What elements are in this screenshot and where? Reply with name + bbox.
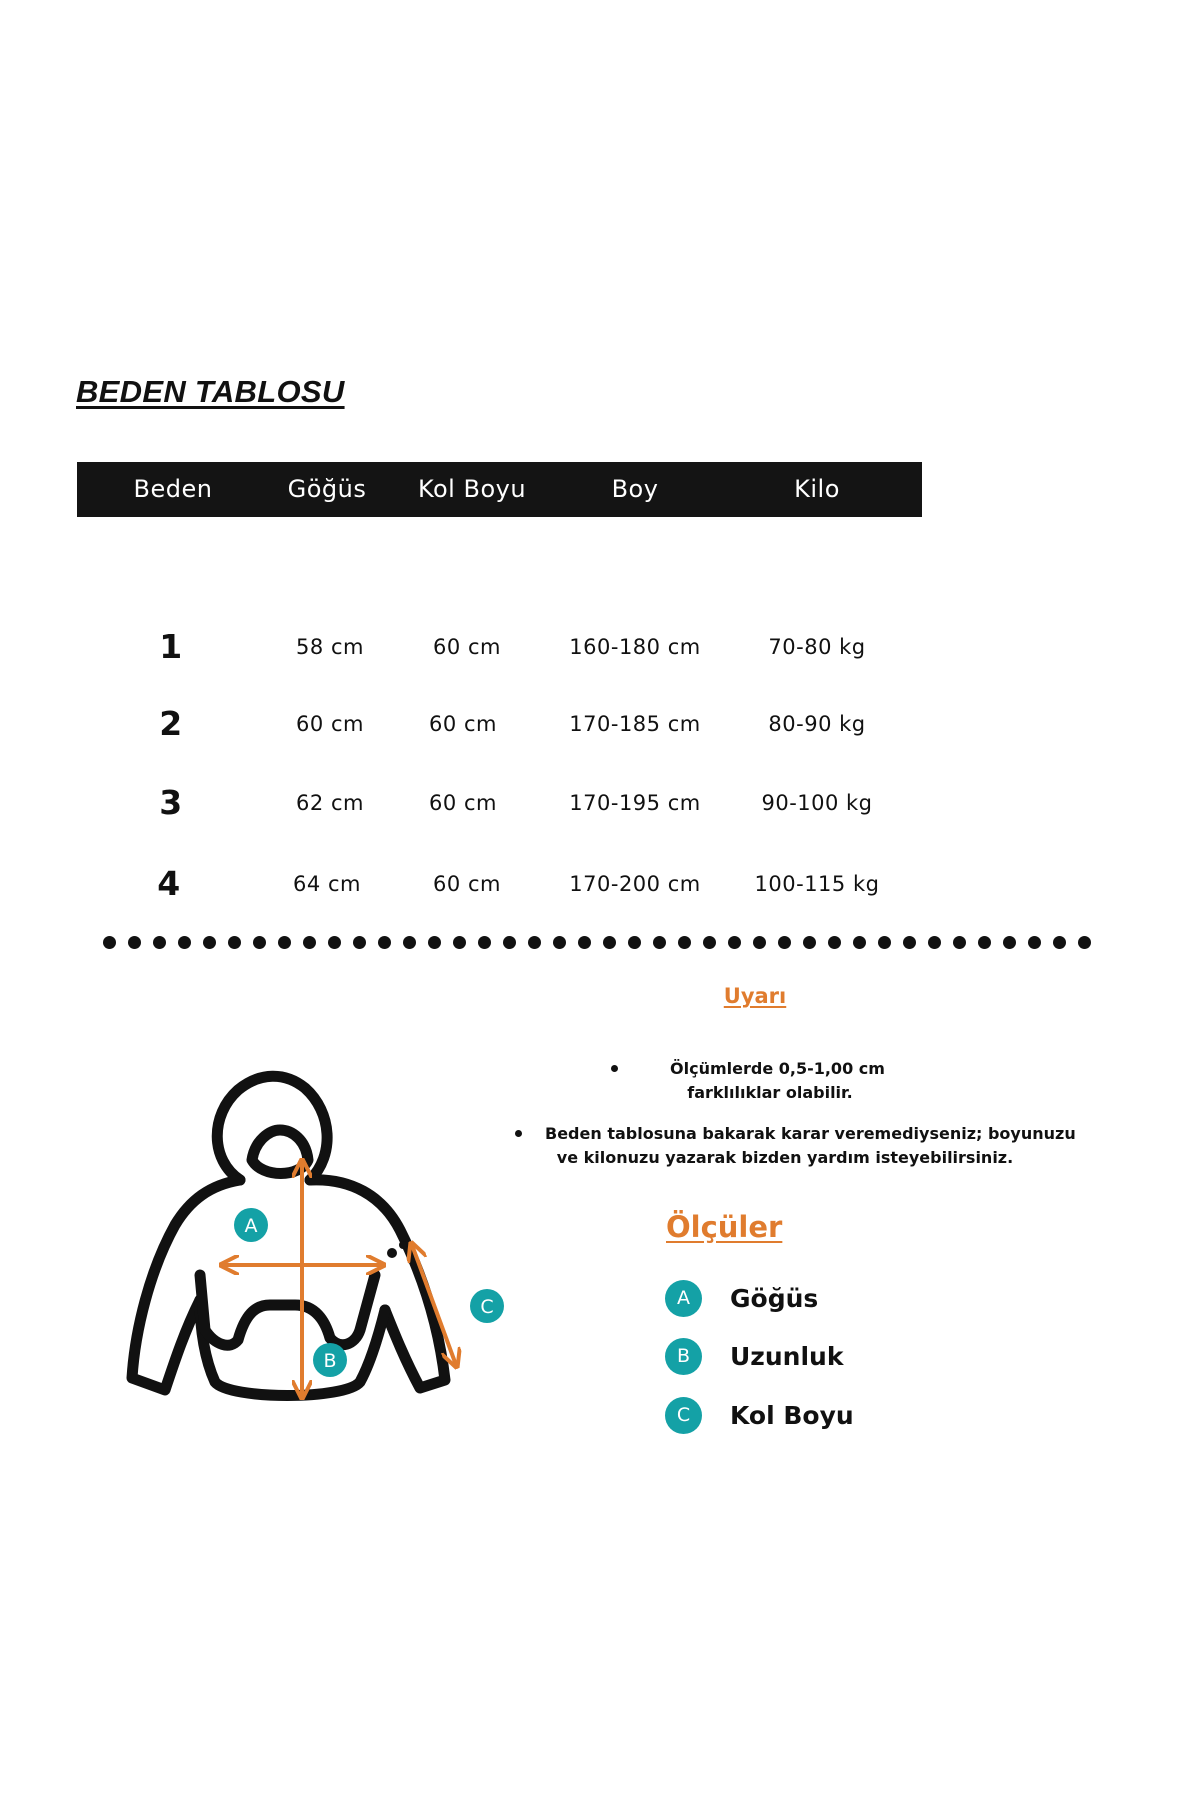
size-cell: 3 — [159, 783, 183, 822]
chest-cell: 64 cm — [293, 872, 361, 896]
divider-dot — [878, 936, 891, 949]
badge-b-label: B — [323, 1350, 337, 1372]
chest-cell: 62 cm — [296, 791, 364, 815]
badge-c-label: C — [480, 1296, 494, 1318]
size-cell: 4 — [157, 864, 181, 903]
legend-badge: A — [665, 1280, 702, 1317]
divider-dot — [903, 936, 916, 949]
warning-bullet-line: ve kilonuzu yazarak bizden yardım isteyebilirsiniz. — [556, 1148, 1014, 1167]
divider-dot — [1028, 936, 1041, 949]
header-size: Beden — [133, 475, 213, 503]
dotted-divider — [103, 936, 1103, 952]
legend-label: Kol Boyu — [730, 1401, 854, 1430]
divider-dot — [803, 936, 816, 949]
warning-bullet — [545, 1122, 1076, 1170]
divider-dot — [228, 936, 241, 949]
divider-dot — [828, 936, 841, 949]
height-cell: 170-200 cm — [569, 872, 701, 896]
size-cell: 1 — [159, 627, 183, 666]
sleeve-arrow — [412, 1245, 456, 1365]
bullet-dot — [611, 1065, 618, 1072]
table-header — [77, 462, 922, 517]
legend-badge: C — [665, 1397, 702, 1434]
divider-dot — [403, 936, 416, 949]
header-chest: Göğüs — [287, 475, 367, 503]
size-cell: 2 — [159, 704, 183, 743]
measures-title: Ölçüler — [666, 1210, 783, 1244]
divider-dot — [528, 936, 541, 949]
weight-cell: 100-115 kg — [754, 872, 880, 896]
divider-dot — [478, 936, 491, 949]
divider-dot — [553, 936, 566, 949]
legend-label: Göğüs — [730, 1284, 819, 1313]
divider-dot — [428, 936, 441, 949]
badge-a-label: A — [244, 1215, 258, 1237]
header-sleeve: Kol Boyu — [417, 475, 527, 503]
dot-icon — [399, 1241, 407, 1249]
divider-dot — [253, 936, 266, 949]
divider-dot — [603, 936, 616, 949]
warning-bullet-line: farklılıklar olabilir. — [687, 1083, 853, 1102]
table-row — [0, 699, 1200, 749]
divider-dot — [578, 936, 591, 949]
divider-dot — [678, 936, 691, 949]
divider-dot — [303, 936, 316, 949]
divider-dot — [978, 936, 991, 949]
warning-title: Uyarı — [723, 984, 787, 1008]
divider-dot — [278, 936, 291, 949]
page-title: BEDEN TABLOSU — [76, 374, 345, 409]
legend-label: Uzunluk — [730, 1342, 844, 1371]
hoodie-outline — [132, 1076, 445, 1395]
sleeve-cell: 60 cm — [429, 712, 497, 736]
height-cell: 160-180 cm — [569, 635, 701, 659]
divider-dot — [453, 936, 466, 949]
divider-dot — [728, 936, 741, 949]
sleeve-cell: 60 cm — [433, 872, 501, 896]
divider-dot — [203, 936, 216, 949]
divider-dot — [953, 936, 966, 949]
divider-dot — [853, 936, 866, 949]
warning-bullet-line: Beden tablosuna bakarak karar veremediyseniz; boyunuzu — [545, 1124, 1076, 1143]
divider-dot — [778, 936, 791, 949]
divider-dot — [703, 936, 716, 949]
header-height: Boy — [611, 475, 659, 503]
divider-dot — [1003, 936, 1016, 949]
divider-dot — [753, 936, 766, 949]
warning-bullet-line: Ölçümlerde 0,5-1,00 cm — [670, 1059, 885, 1078]
header-weight: Kilo — [794, 475, 840, 503]
weight-cell: 70-80 kg — [768, 635, 866, 659]
weight-cell: 80-90 kg — [768, 712, 866, 736]
chest-cell: 58 cm — [296, 635, 364, 659]
divider-dot — [103, 936, 116, 949]
divider-dot — [653, 936, 666, 949]
table-row — [0, 859, 1200, 909]
table-row — [0, 778, 1200, 828]
divider-dot — [503, 936, 516, 949]
legend-badge: B — [665, 1338, 702, 1375]
divider-dot — [153, 936, 166, 949]
table-row — [0, 622, 1200, 672]
divider-dot — [353, 936, 366, 949]
warning-bullet — [670, 1057, 885, 1105]
chest-cell: 60 cm — [296, 712, 364, 736]
divider-dot — [378, 936, 391, 949]
weight-cell: 90-100 kg — [761, 791, 873, 815]
height-cell: 170-195 cm — [569, 791, 701, 815]
divider-dot — [178, 936, 191, 949]
height-cell: 170-185 cm — [569, 712, 701, 736]
dot-icon — [387, 1248, 397, 1258]
divider-dot — [128, 936, 141, 949]
divider-dot — [1078, 936, 1091, 949]
divider-dot — [1053, 936, 1066, 949]
sleeve-cell: 60 cm — [429, 791, 497, 815]
hoodie-diagram — [120, 1060, 520, 1420]
divider-dot — [928, 936, 941, 949]
divider-dot — [328, 936, 341, 949]
sleeve-cell: 60 cm — [433, 635, 501, 659]
divider-dot — [628, 936, 641, 949]
